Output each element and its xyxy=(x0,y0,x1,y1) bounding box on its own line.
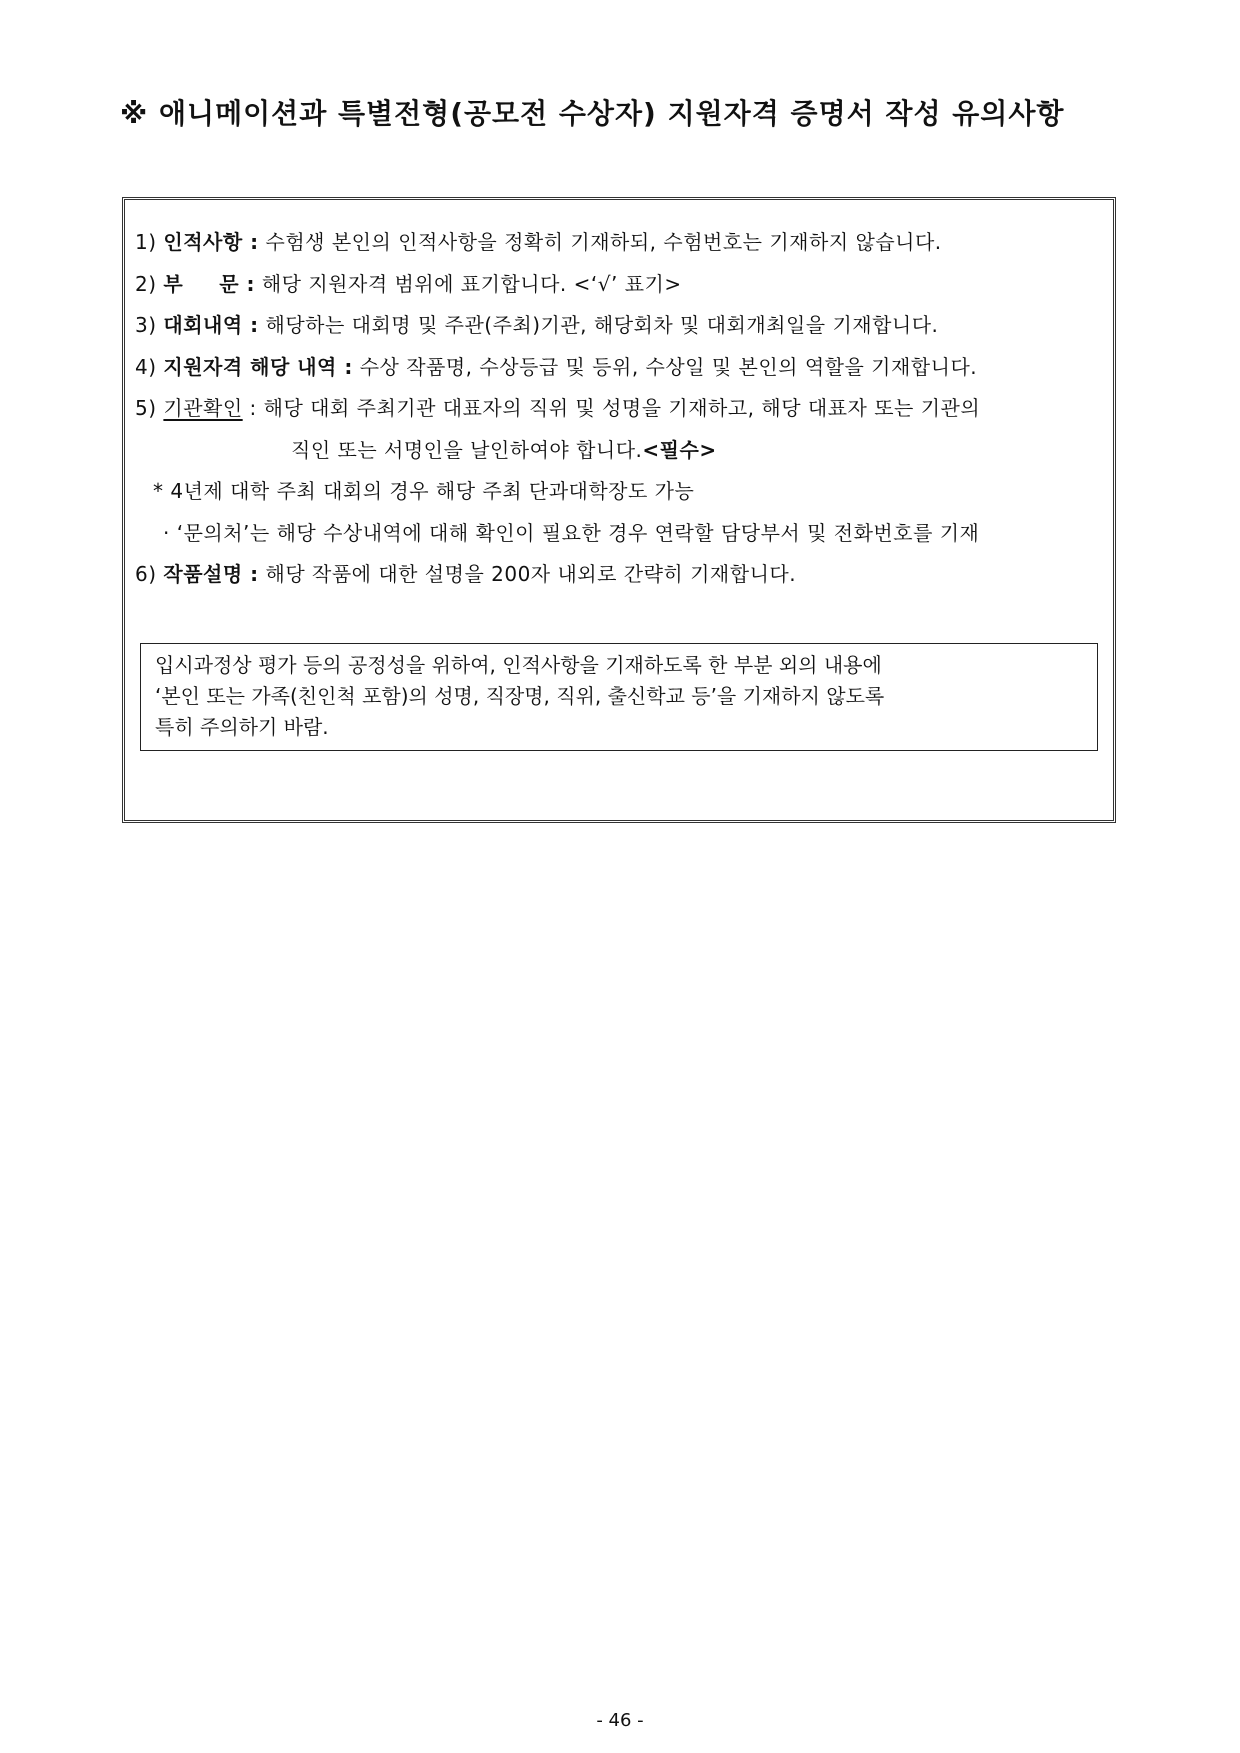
note-text: * 4년제 대학 주최 대회의 경우 해당 주최 단과대학장도 가능 xyxy=(153,479,695,503)
page-number: - 46 - xyxy=(596,1710,644,1731)
notice-box xyxy=(140,643,1098,751)
note-item xyxy=(135,518,1110,560)
item-number: 5) xyxy=(135,396,157,420)
item-text: 수상 작품명, 수상등급 및 등위, 수상일 및 본인의 역할을 기재합니다. xyxy=(352,354,978,379)
item-number: 3) xyxy=(135,313,157,337)
item-label-underlined: 기관확인 xyxy=(163,396,243,420)
list-item xyxy=(135,559,1110,601)
notice-line: 입시과정상 평가 등의 공정성을 위하여, 인적사항을 기재하도록 한 부분 외의 내용에 xyxy=(155,653,882,677)
required-mark: <필수> xyxy=(642,437,717,462)
list-item xyxy=(135,227,1110,269)
item-label: 지원자격 해당 내역 : xyxy=(163,354,353,379)
item-label: 작품설명 : xyxy=(163,562,259,586)
instructions-list xyxy=(135,227,1110,601)
item-label: 부 xyxy=(163,271,184,296)
notice-line: 특히 주의하기 바람. xyxy=(155,715,329,739)
item-text: 해당 작품에 대한 설명을 200자 내외로 간략히 기재합니다. xyxy=(258,562,797,586)
item-text: 해당하는 대회명 및 주관(주최)기관, 해당회차 및 대회개최일을 기재합니다. xyxy=(258,313,939,337)
item-label: 대회내역 : xyxy=(163,313,259,337)
list-item xyxy=(135,393,1110,435)
item-number: 2) xyxy=(135,271,157,296)
list-item xyxy=(135,352,1110,394)
item-text: 수험생 본인의 인적사항을 정확히 기재하되, 수험번호는 기재하지 않습니다. xyxy=(258,230,942,254)
item-text: 해당 지원자격 범위에 표기합니다. <‘√’ 표기> xyxy=(255,271,682,296)
item-number: 4) xyxy=(135,354,157,379)
item-number: 1) xyxy=(135,230,157,254)
item-label: 인적사항 : xyxy=(163,230,259,254)
item-number: 6) xyxy=(135,562,157,586)
notice-line: ‘본인 또는 가족(친인척 포함)의 성명, 직장명, 직위, 출신학교 등’을 기재하지 않도록 xyxy=(155,684,885,708)
document-title: ※ 애니메이션과 특별전형(공모전 수상자) 지원자격 증명서 작성 유의사항 xyxy=(120,97,1065,130)
list-item xyxy=(135,269,1110,311)
item-text: 직인 또는 서명인을 날인하여야 합니다. xyxy=(291,437,643,462)
item-text: 해당 대회 주최기관 대표자의 직위 및 성명을 기재하고, 해당 대표자 또는 기관의 xyxy=(256,396,981,420)
note-text: · ‘문의처’는 해당 수상내역에 대해 확인이 필요한 경우 연락할 담당부서 및 전화번호를 기재 xyxy=(163,520,980,545)
item-colon: : xyxy=(242,396,257,420)
instructions-box xyxy=(122,197,1116,823)
list-item-continuation xyxy=(135,435,1110,477)
list-item xyxy=(135,310,1110,352)
note-item xyxy=(135,476,1110,518)
item-label: 문 : xyxy=(219,271,255,296)
